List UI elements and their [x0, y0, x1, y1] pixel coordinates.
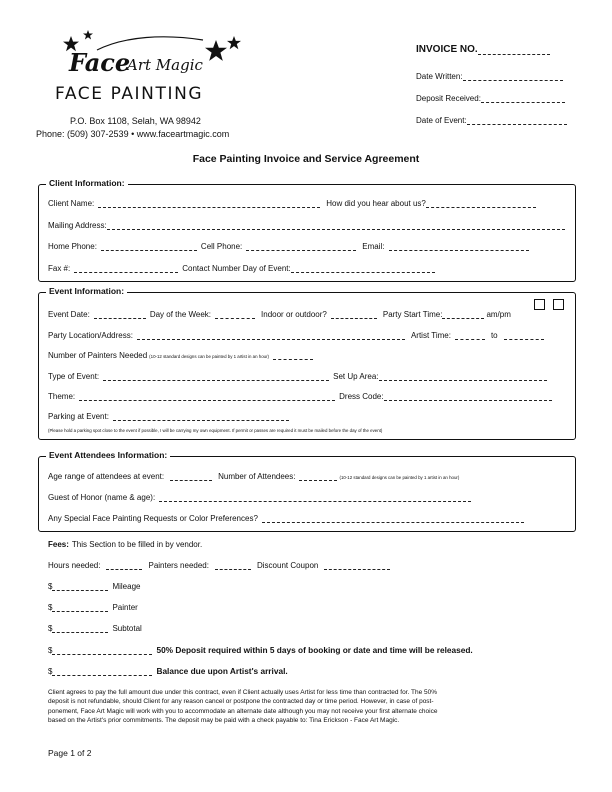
parking-field[interactable]	[113, 412, 289, 421]
event-legend: Event Information:	[46, 286, 127, 296]
invoice-no-label: INVOICE NO.	[416, 44, 478, 55]
day-of-week-field[interactable]	[215, 310, 255, 319]
invoice-no-field[interactable]	[478, 46, 550, 55]
brand-main: FACE PAINTING	[55, 84, 204, 104]
page-title: Face Painting Invoice and Service Agreement	[192, 153, 420, 165]
client-row-4: Fax #: Contact Number Day of Event:	[48, 264, 435, 273]
age-range-field[interactable]	[170, 472, 212, 481]
client-row-3: Home Phone: Cell Phone: Email:	[48, 242, 529, 251]
fees-row-4: $ Subtotal	[48, 624, 142, 633]
contact-day-field[interactable]	[291, 264, 435, 273]
client-name-field[interactable]	[98, 199, 320, 208]
deposit-amount-field[interactable]	[52, 646, 152, 655]
guest-of-honor-field[interactable]	[159, 493, 471, 502]
party-start-field[interactable]	[442, 310, 484, 319]
home-phone-field[interactable]	[101, 242, 197, 251]
date-of-event: Date of Event:	[416, 116, 567, 125]
artist-time-end-field[interactable]	[504, 331, 544, 340]
attendees-row-1: Age range of attendees at event: Number of Attendees: (10-12 standard designs can be painted by 1 artist in an hour)	[48, 472, 460, 481]
deposit-received-field[interactable]	[481, 94, 565, 103]
mailing-address-field[interactable]	[107, 221, 565, 230]
attendees-row-2: Guest of Honor (name & age):	[48, 493, 471, 502]
painter-amount-field[interactable]	[52, 603, 108, 612]
balance-amount-field[interactable]	[52, 667, 152, 676]
hours-needed-field[interactable]	[106, 561, 142, 570]
client-legend: Client Information:	[46, 178, 128, 188]
indoor-outdoor-field[interactable]	[331, 310, 377, 319]
date-written: Date Written:	[416, 72, 563, 81]
address: P.O. Box 1108, Selah, WA 98942	[70, 116, 201, 126]
email-field[interactable]	[389, 242, 529, 251]
date-of-event-field[interactable]	[467, 116, 567, 125]
client-row-2: Mailing Address:	[48, 221, 565, 230]
deposit-received: Deposit Received:	[416, 94, 565, 103]
logo	[55, 30, 245, 110]
fees-header: Fees: This Section to be filled in by vendor.	[48, 540, 203, 549]
terms-paragraph	[48, 688, 437, 726]
event-row-1: Event Date: Day of the Week: Indoor or outdoor? Party Start Time: am/pm	[48, 310, 511, 319]
client-row-1: Client Name: How did you hear about us?	[48, 199, 536, 208]
terms-line: deposit is not refundable, should Client for any reason cancel or postpone the contracted day or time period. However, in case of post-	[48, 698, 434, 706]
subtotal-amount-field[interactable]	[52, 624, 108, 633]
fax-field[interactable]	[74, 264, 178, 273]
date-written-field[interactable]	[463, 72, 563, 81]
theme-field[interactable]	[79, 392, 335, 401]
num-attendees-field[interactable]	[299, 472, 337, 481]
fees-row-3: $ Painter	[48, 603, 138, 612]
attendees-legend: Event Attendees Information:	[46, 450, 170, 460]
fees-row-5: $ 50% Deposit required within 5 days of booking or date and time will be released.	[48, 645, 473, 655]
cell-phone-field[interactable]	[246, 242, 356, 251]
terms-line: ponement, Face Art Magic will work with you to accommodate an alternate date although you may not receive your first alternate choice	[48, 707, 438, 715]
mileage-amount-field[interactable]	[52, 582, 108, 591]
brand-script: Face	[69, 48, 131, 77]
page-number: Page 1 of 2	[48, 748, 92, 758]
event-row-5: Theme: Dress Code:	[48, 392, 552, 401]
contact-line: Phone: (509) 307-2539 • www.faceartmagic.com	[36, 129, 230, 139]
event-row-4: Type of Event: Set Up Area:	[48, 372, 547, 381]
event-row-6: Parking at Event:	[48, 412, 289, 421]
attendees-row-3: Any Special Face Painting Requests or Color Preferences?	[48, 514, 524, 523]
party-location-field[interactable]	[137, 331, 405, 340]
special-requests-field[interactable]	[262, 514, 524, 523]
parking-note: (Please hold a parking spot close to the event if possible, I will be carrying my own equipment. If permit or passes are required it must be mailed before the day of the event)	[48, 428, 383, 433]
pm-checkbox[interactable]	[553, 299, 564, 310]
discount-coupon-field[interactable]	[324, 561, 390, 570]
terms-line: based on the Artist's prior commitments. The deposit may be paid with a check payable to: Tina Erickson - Face Art Magic.	[48, 717, 400, 725]
type-of-event-field[interactable]	[103, 372, 329, 381]
dress-code-field[interactable]	[384, 392, 552, 401]
terms-line: Client agrees to pay the full amount due under this contract, even if Client actually uses Artist for less time than contracted for. The 50%	[48, 689, 438, 696]
brand-art: Art Magic	[127, 56, 203, 74]
fees-row-2: $ Mileage	[48, 582, 141, 591]
artist-time-start-field[interactable]	[455, 331, 485, 340]
fees-row-1: Hours needed: Painters needed: Discount Coupon	[48, 561, 390, 570]
star-icon	[83, 30, 93, 40]
star-icon	[205, 40, 227, 62]
hear-about-field[interactable]	[426, 199, 536, 208]
event-date-field[interactable]	[94, 310, 146, 319]
event-row-2: Party Location/Address: Artist Time: to	[48, 331, 544, 340]
painters-needed-field[interactable]	[273, 351, 313, 360]
fees-row-6: $ Balance due upon Artist's arrival.	[48, 666, 288, 676]
star-icon	[227, 36, 241, 50]
painters-needed-fee-field[interactable]	[215, 561, 251, 570]
set-up-area-field[interactable]	[379, 372, 547, 381]
event-row-3: Number of Painters Needed (10-12 standard designs can be painted by 1 artist in an hour)	[48, 351, 313, 360]
am-checkbox[interactable]	[534, 299, 545, 310]
invoice-no	[416, 44, 550, 55]
